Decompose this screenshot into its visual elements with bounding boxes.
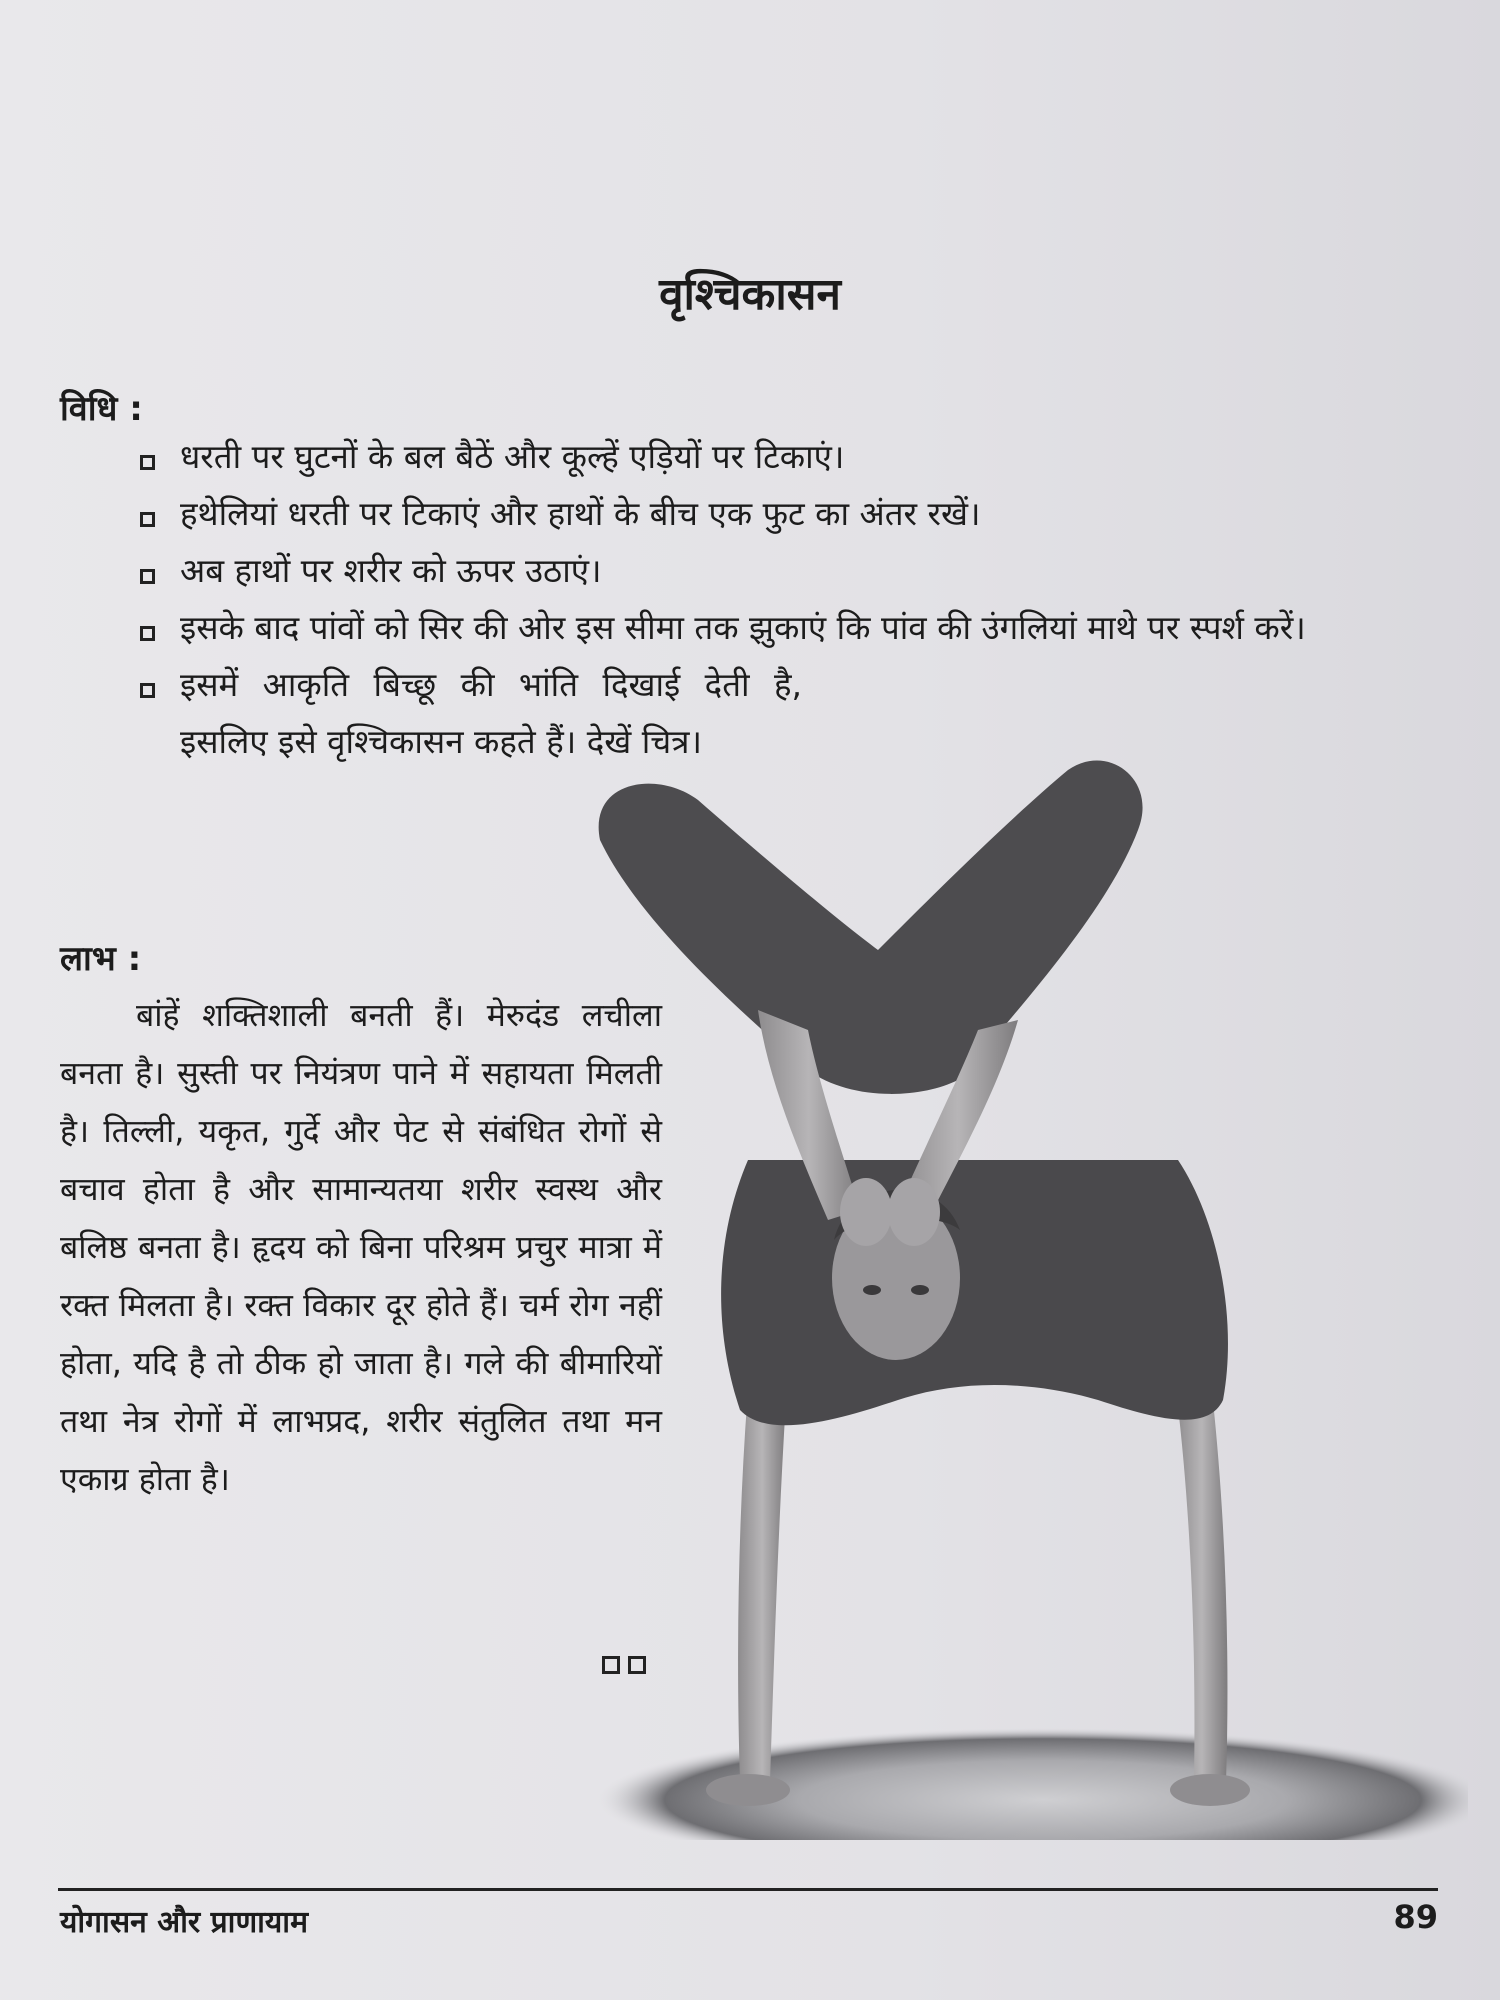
method-step-text: हथेलियां धरती पर टिकाएं और हाथों के बीच एक फुट का अंतर रखें। [180,494,981,533]
checkbox-bullet-icon [140,683,155,698]
left-eye [863,1285,881,1295]
method-step-text: अब हाथों पर शरीर को ऊपर उठाएं। [180,551,602,590]
shirt [721,1160,1228,1425]
method-step [138,599,1448,656]
right-eye [911,1285,929,1295]
checkbox-bullet-icon [140,455,155,470]
legs [599,760,1143,1093]
right-hand [1170,1774,1250,1806]
method-step [138,428,1448,485]
footer-book-title: योगासन और प्राणायाम [60,1905,309,1940]
method-step [138,485,1448,542]
right-arm [1176,1390,1227,1782]
method-step-text: इसमें आकृति बिच्छू की भांति दिखाई देती है, इसलिए इसे वृश्चिकासन कहते हैं। देखें चित्र। [180,665,802,761]
method-step [138,542,1448,599]
benefits-paragraph: बांहें शक्तिशाली बनती हैं। मेरुदंड लचीला बनता है। सुस्ती पर नियंत्रण पाने में सहायता मिलती है। तिल्ली, यकृत, गुर्दे और पेट से संबंधित रोगों से बचाव होता है और सामान्यतया शरीर स्वस्थ और बलिष्ठ बनता है। हृदय को बिना परिश्रम प्रचुर मात्रा में रक्त मिलता है। रक्त विकार दूर होते हैं। चर्म रोग नहीं होता, यदि है तो ठीक हो जाता है। गले की बीमारियों तथा नेत्र रोगों में लाभप्रद, शरीर संतुलित तथा मन एकाग्र होता है। [60,996,662,1498]
checkbox-bullet-icon [140,512,155,527]
method-heading: विधि : [60,389,143,429]
method-step-text: धरती पर घुटनों के बल बैठें और कूल्हें एड़ियों पर टिकाएं। [180,437,845,476]
right-foot [888,1178,940,1246]
checkbox-bullet-icon [140,626,155,641]
left-arm [738,1390,786,1782]
scorpion-pose-photo [598,760,1468,1840]
benefits-heading: लाभ : [60,939,142,979]
page-number: 89 [1393,1898,1438,1936]
method-step-text: इसके बाद पांवों को सिर की ओर इस सीमा तक झुकाएं कि पांव की उंगलियां माथे पर स्पर्श करें। [180,608,1306,647]
footer-rule [58,1888,1438,1891]
left-foot [840,1178,892,1246]
method-step [138,656,802,770]
left-hand [706,1774,790,1806]
checkbox-bullet-icon [140,569,155,584]
page-title: वृश्चिकासन [659,269,841,320]
method-steps-list [138,428,1448,770]
